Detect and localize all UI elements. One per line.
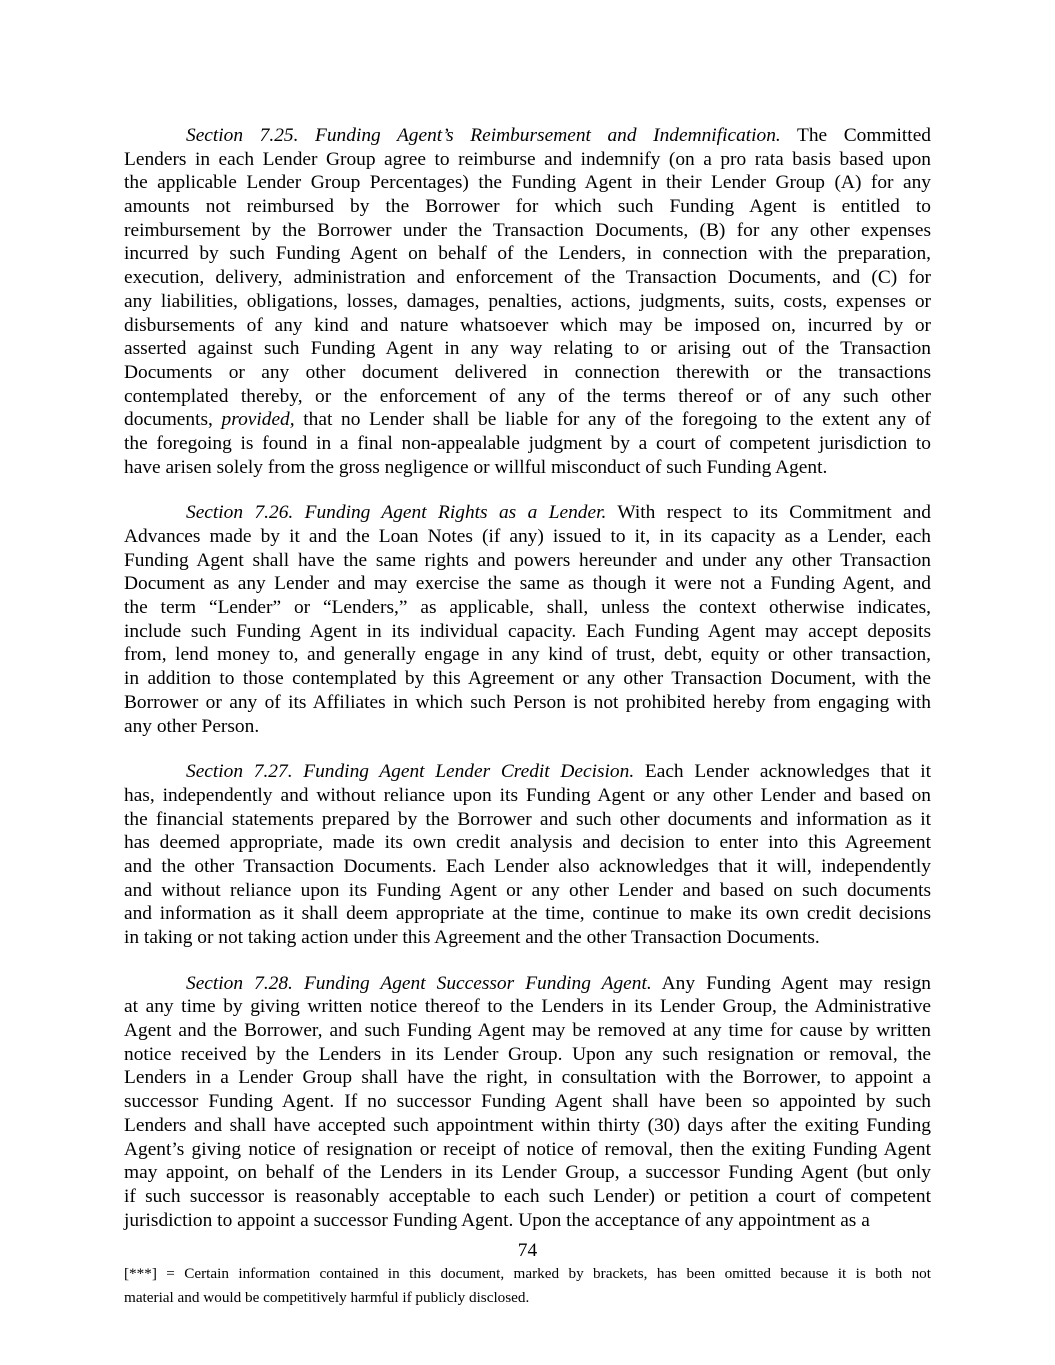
- text-line: the term “Lender” or “Lenders,” as applicable, shall, unless the context otherwise indicates,: [124, 597, 931, 619]
- section-heading-line: Section 7.28. Funding Agent Successor Funding Agent. Any Funding Agent may resign: [186, 972, 931, 994]
- section-paragraph: [124, 972, 931, 1233]
- section-paragraph: [124, 501, 931, 738]
- text-line: from, lend money to, and generally engage in any kind of trust, debt, equity or other transaction,: [124, 644, 931, 666]
- text-line: incurred by such Funding Agent on behalf of the Lenders, in connection with the preparation,: [124, 243, 931, 265]
- text-line: and information as it shall deem appropriate at the time, continue to make its own credit decisions: [124, 903, 931, 925]
- text-line: Document as any Lender and may exercise the same as though it were not a Funding Agent, and: [124, 573, 931, 595]
- text-line: and the other Transaction Documents. Each Lender also acknowledges that it will, independently: [124, 855, 931, 877]
- text-line: at any time by giving written notice thereof to the Lenders in its Lender Group, the Administrative: [124, 996, 931, 1018]
- text-line: any other Person.: [124, 715, 260, 737]
- section-heading: Section 7.25. Funding Agent’s Reimbursement and Indemnification.: [186, 125, 781, 146]
- text-line: any liabilities, obligations, losses, damages, penalties, actions, judgments, suits, costs, expenses or: [124, 290, 931, 312]
- document-body: [124, 124, 931, 1254]
- text-line: Lenders in each Lender Group agree to reimburse and indemnify (on a pro rata basis based upon: [124, 148, 931, 170]
- text-line: asserted against such Funding Agent in any way relating to or arising out of the Transaction: [124, 338, 931, 360]
- text-line: in addition to those contemplated by this Agreement or any other Transaction Document, with the: [124, 668, 931, 690]
- section-heading-line: Section 7.25. Funding Agent’s Reimbursement and Indemnification. The Committed: [186, 125, 931, 146]
- text-line: Advances made by it and the Loan Notes (if any) issued to it, in its capacity as a Lender, each: [124, 526, 931, 547]
- text-line: jurisdiction to appoint a successor Funding Agent. Upon the acceptance of any appointment as a: [124, 1209, 870, 1231]
- footnote: [124, 1264, 931, 1311]
- text-line: Lenders and shall have accepted such appointment within thirty (30) days after the exiting Funding: [124, 1114, 931, 1136]
- text-line: documents, provided, that no Lender shall be liable for any of the foregoing to the extent any of: [124, 409, 931, 431]
- text-line: Documents or any other document delivered in connection therewith or the transactions: [124, 361, 931, 383]
- text-line: the applicable Lender Group Percentages) the Funding Agent in their Lender Group (A) for any: [124, 172, 931, 194]
- text-line: if such successor is reasonably acceptable to each such Lender) or petition a court of competent: [124, 1185, 931, 1207]
- footnote-line-2: material and would be competitively harmful if publicly disclosed.: [124, 1288, 530, 1306]
- section-heading-line: Section 7.27. Funding Agent Lender Credit Decision. Each Lender acknowledges that it: [186, 761, 931, 783]
- text-line: the foregoing is found in a final non-appealable judgment by a court of competent jurisdiction to: [124, 432, 931, 454]
- text-line: may appoint, on behalf of the Lenders in its Lender Group, a successor Funding Agent (but only: [124, 1162, 931, 1184]
- page-number: 74: [517, 1240, 538, 1261]
- text-line: Funding Agent shall have the same rights and powers hereunder and under any other Transaction: [124, 549, 931, 571]
- section-heading: Section 7.27. Funding Agent Lender Credit Decision.: [186, 761, 635, 783]
- section-paragraph: [124, 124, 931, 479]
- text-line: Agent and the Borrower, and such Funding Agent may be removed at any time for cause by written: [124, 1020, 931, 1042]
- text-line: Agent’s giving notice of resignation or receipt of notice of removal, then the exiting Funding Agent: [124, 1138, 931, 1160]
- text-line: reimbursement by the Borrower under the Transaction Documents, (B) for any other expenses: [124, 219, 931, 241]
- text-line: execution, delivery, administration and enforcement of the Transaction Documents, and (C) for: [124, 267, 931, 289]
- text-line: Borrower or any of its Affiliates in which such Person is not prohibited hereby from engaging with: [124, 691, 931, 713]
- text-line: disbursements of any kind and nature whatsoever which may be imposed on, incurred by or: [124, 314, 931, 336]
- footnote-line-1: [***] = Certain information contained in this document, marked by brackets, has been omitted because it is both not: [124, 1265, 931, 1282]
- section-heading: Section 7.28. Funding Agent Successor Funding Agent.: [186, 972, 652, 994]
- text-line: contemplated thereby, or the enforcement of any of the terms thereof or of any such other: [124, 385, 931, 407]
- section-paragraph: [124, 760, 931, 950]
- text-line: include such Funding Agent in its individual capacity. Each Funding Agent may accept deposits: [124, 620, 931, 642]
- text-line: amounts not reimbursed by the Borrower for which such Funding Agent is entitled to: [124, 196, 931, 218]
- text-line: has deemed appropriate, made its own credit analysis and decision to enter into this Agreement: [124, 832, 931, 854]
- text-line: and without reliance upon its Funding Agent or any other Lender and based on such documents: [124, 879, 931, 901]
- text-line: Lenders in a Lender Group shall have the right, in consultation with the Borrower, to appoint a: [124, 1067, 931, 1089]
- text-line: in taking or not taking action under this Agreement and the other Transaction Documents.: [124, 927, 820, 948]
- text-line: successor Funding Agent. If no successor Funding Agent shall have been so appointed by such: [124, 1091, 931, 1113]
- text-line: the financial statements prepared by the Borrower and such other documents and information as it: [124, 808, 931, 830]
- section-heading-line: Section 7.26. Funding Agent Rights as a Lender. With respect to its Commitment and: [186, 502, 931, 524]
- text-line: have arisen solely from the gross negligence or willful misconduct of such Funding Agent.: [124, 456, 828, 478]
- section-heading: Section 7.26. Funding Agent Rights as a Lender.: [186, 502, 607, 524]
- text-line: notice received by the Lenders in its Lender Group. Upon any such resignation or removal, the: [124, 1043, 931, 1065]
- text-line: has, independently and without reliance upon its Funding Agent or any other Lender and based on: [124, 784, 931, 806]
